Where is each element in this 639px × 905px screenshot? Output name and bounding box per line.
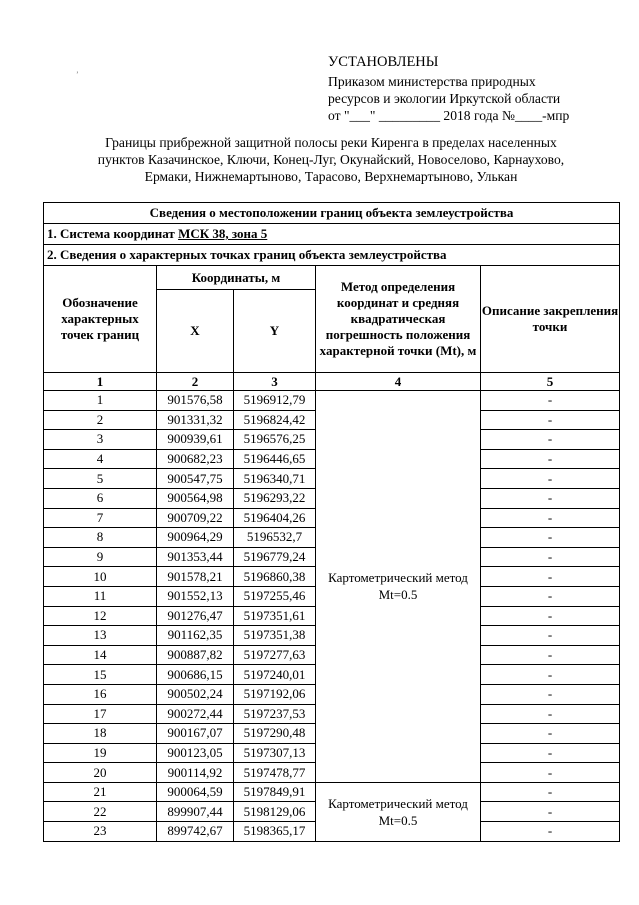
point-description: -: [481, 430, 620, 450]
method-name: Картометрический метод: [328, 570, 468, 586]
scan-speck: ’: [76, 70, 79, 79]
coord-y: 5197192,06: [234, 684, 316, 704]
coord-y: 5196532,7: [234, 528, 316, 548]
coord-y: 5197240,01: [234, 665, 316, 685]
section-1-row: [44, 224, 620, 245]
point-description: -: [481, 469, 620, 489]
col-description: Описание закрепления точки: [481, 266, 620, 373]
coord-y: 5197478,77: [234, 763, 316, 783]
coord-y: 5197255,46: [234, 586, 316, 606]
coord-y: 5198129,06: [234, 802, 316, 822]
coord-x: 900887,82: [157, 645, 234, 665]
point-number: 7: [44, 508, 157, 528]
approval-line-3: от "___" _________ 2018 года №____-мпр: [328, 108, 570, 123]
col-number-1: 1: [44, 373, 157, 391]
col-number-5: 5: [481, 373, 620, 391]
coord-y: 5196860,38: [234, 567, 316, 587]
coord-x: 901552,13: [157, 586, 234, 606]
approval-block: [328, 54, 569, 124]
point-description: -: [481, 684, 620, 704]
point-description: -: [481, 724, 620, 744]
coord-y: 5196340,71: [234, 469, 316, 489]
coord-x: 901576,58: [157, 391, 234, 411]
coord-y: 5196824,42: [234, 410, 316, 430]
coord-x: 900939,61: [157, 430, 234, 450]
coord-x: 900114,92: [157, 763, 234, 783]
coord-x: 900272,44: [157, 704, 234, 724]
intro-line-3: Ермаки, Нижнемартыново, Тарасово, Верхнемартыново, Улькан: [144, 169, 518, 184]
point-description: -: [481, 645, 620, 665]
coord-x: 900564,98: [157, 488, 234, 508]
point-description: -: [481, 567, 620, 587]
point-number: 1: [44, 391, 157, 411]
method-cell: [316, 391, 481, 783]
point-number: 13: [44, 626, 157, 646]
boundary-table: [43, 202, 620, 842]
point-number: 2: [44, 410, 157, 430]
point-number: 3: [44, 430, 157, 450]
point-description: -: [481, 626, 620, 646]
coord-x: 901276,47: [157, 606, 234, 626]
approval-line-1: Приказом министерства природных: [328, 74, 536, 89]
col-x: X: [157, 290, 234, 373]
coord-x: 899742,67: [157, 822, 234, 842]
point-number: 15: [44, 665, 157, 685]
coord-y: 5197307,13: [234, 743, 316, 763]
coord-x: 900123,05: [157, 743, 234, 763]
coord-y: 5196293,22: [234, 488, 316, 508]
approval-heading: УСТАНОВЛЕНЫ: [328, 54, 439, 70]
point-description: -: [481, 547, 620, 567]
coord-x: 900964,29: [157, 528, 234, 548]
point-description: -: [481, 586, 620, 606]
method-accuracy: Mt=0.5: [378, 812, 418, 828]
coord-x: 901578,21: [157, 567, 234, 587]
coord-y: 5197290,48: [234, 724, 316, 744]
coord-x: 900686,15: [157, 665, 234, 685]
point-description: -: [481, 704, 620, 724]
coord-x: 899907,44: [157, 802, 234, 822]
point-number: 16: [44, 684, 157, 704]
coord-y: 5197237,53: [234, 704, 316, 724]
table-title: Сведения о местоположении границ объекта землеустройства: [44, 203, 620, 224]
point-number: 12: [44, 606, 157, 626]
point-number: 4: [44, 449, 157, 469]
point-number: 19: [44, 743, 157, 763]
coord-y: 5196912,79: [234, 391, 316, 411]
point-number: 14: [44, 645, 157, 665]
col-number-4: 4: [316, 373, 481, 391]
point-description: -: [481, 449, 620, 469]
point-number: 18: [44, 724, 157, 744]
coord-y: 5197849,91: [234, 782, 316, 802]
method-cell: [316, 782, 481, 841]
coord-y: 5196404,26: [234, 508, 316, 528]
point-number: 11: [44, 586, 157, 606]
point-number: 10: [44, 567, 157, 587]
coord-x: 900064,59: [157, 782, 234, 802]
coord-y: 5196446,65: [234, 449, 316, 469]
point-description: -: [481, 508, 620, 528]
section-2-title: 2. Сведения о характерных точках границ объекта землеустройства: [44, 245, 620, 266]
section-1-prefix: 1. Система координат: [47, 226, 179, 241]
point-description: -: [481, 528, 620, 548]
table-title-row: [44, 203, 620, 224]
document-intro: [46, 134, 616, 185]
point-description: -: [481, 665, 620, 685]
header-row-1: [44, 266, 620, 290]
point-description: -: [481, 606, 620, 626]
intro-line-2: пунктов Казачинское, Ключи, Конец-Луг, Окунайский, Новоселово, Карнаухово,: [97, 152, 565, 167]
col-number-2: 2: [157, 373, 234, 391]
coord-x: 900167,07: [157, 724, 234, 744]
point-number: 8: [44, 528, 157, 548]
method-name: Картометрический метод: [328, 795, 468, 811]
table-body: [44, 391, 620, 842]
col-coordinates: Координаты, м: [157, 266, 316, 290]
coord-y: 5197277,63: [234, 645, 316, 665]
point-number: 22: [44, 802, 157, 822]
approval-line-2: ресурсов и экологии Иркутской области: [328, 91, 561, 106]
method-accuracy: Mt=0.5: [378, 587, 418, 603]
point-description: -: [481, 743, 620, 763]
point-number: 21: [44, 782, 157, 802]
table-row: [44, 391, 620, 411]
point-number: 5: [44, 469, 157, 489]
intro-line-1: Границы прибрежной защитной полосы реки Киренга в пределах населенных: [105, 135, 557, 150]
coord-y: 5197351,61: [234, 606, 316, 626]
point-number: 6: [44, 488, 157, 508]
point-number: 9: [44, 547, 157, 567]
coord-y: 5197351,38: [234, 626, 316, 646]
coord-x: 900682,23: [157, 449, 234, 469]
coord-x: 900502,24: [157, 684, 234, 704]
point-number: 23: [44, 822, 157, 842]
col-number-3: 3: [234, 373, 316, 391]
section-2-row: [44, 245, 620, 266]
point-description: -: [481, 822, 620, 842]
coordinate-system: [44, 224, 620, 245]
point-description: -: [481, 410, 620, 430]
point-description: -: [481, 782, 620, 802]
point-description: -: [481, 802, 620, 822]
point-description: -: [481, 763, 620, 783]
coord-y: 5196779,24: [234, 547, 316, 567]
coord-x: 901331,32: [157, 410, 234, 430]
coord-x: 900547,75: [157, 469, 234, 489]
col-y: Y: [234, 290, 316, 373]
table-row: [44, 782, 620, 802]
col-designation: Обозначение характерных точек границ: [44, 266, 157, 373]
coordinate-system-value: МСК 38, зона 5: [178, 226, 268, 241]
coord-y: 5198365,17: [234, 822, 316, 842]
coord-x: 901353,44: [157, 547, 234, 567]
column-numbers-row: [44, 373, 620, 391]
coord-y: 5196576,25: [234, 430, 316, 450]
point-number: 20: [44, 763, 157, 783]
point-description: -: [481, 488, 620, 508]
point-number: 17: [44, 704, 157, 724]
point-description: -: [481, 391, 620, 411]
coord-x: 900709,22: [157, 508, 234, 528]
coord-x: 901162,35: [157, 626, 234, 646]
col-method: Метод определения координат и средняя квадратическая погрешность положения характерной точки (Mt), м: [316, 266, 481, 373]
